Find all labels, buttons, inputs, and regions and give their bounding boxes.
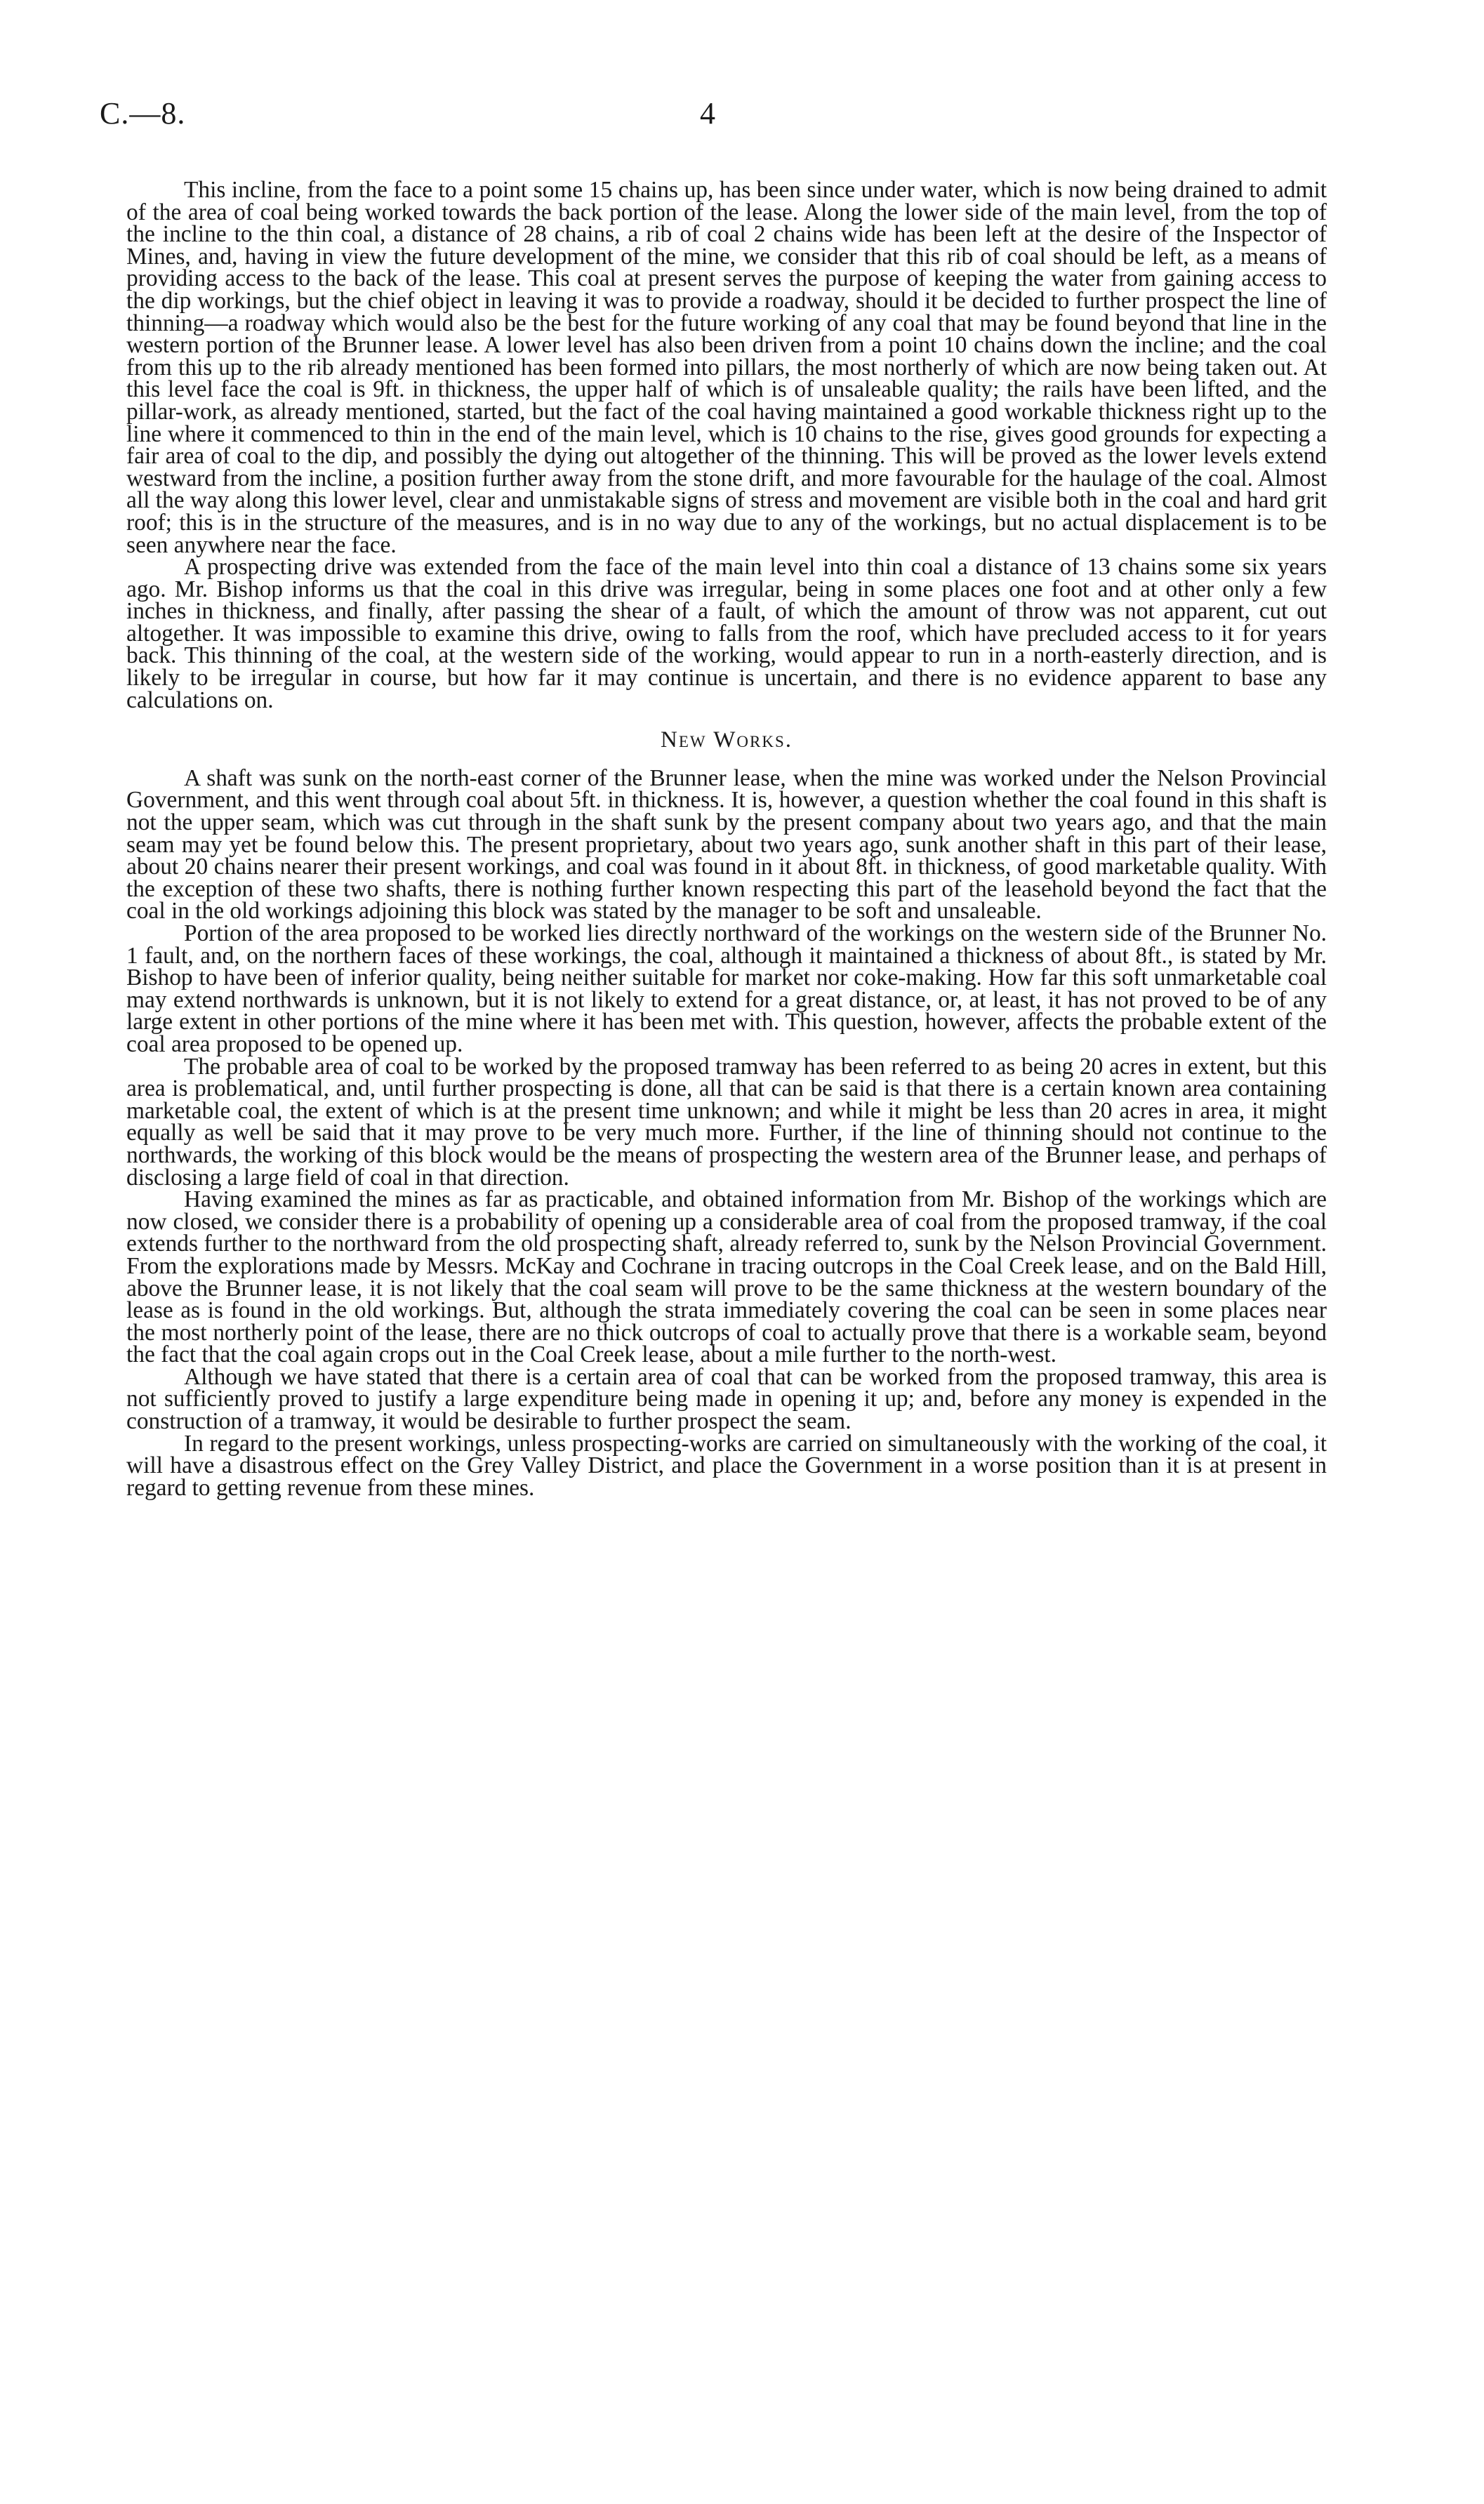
- section-heading: New Works.: [661, 727, 793, 753]
- paragraph: In regard to the present workings, unless prospecting-works are carried on simultaneously with the working of the coal, it will have a disastrous effect on the Grey Valley District, and place the Government in a worse position than it is at present in regard to getting revenue from these mines.: [126, 1430, 1327, 1501]
- document-id: C.—8.: [100, 96, 186, 131]
- paragraph: A shaft was sunk on the north-east corner of the Brunner lease, when the mine was worked under the Nelson Provincial Government, and this went through coal about 5ft. in thickness. It is, however, a question whether the coal found in this shaft is not the upper seam, which was cut through in the shaft sunk by the present company about two years ago, and that the main seam may yet be found below this. The present proprietary, about two years ago, sunk another shaft in this part of their lease, about 20 chains nearer their present workings, and coal was found in it about 8ft. in thickness, of good marketable quality. With the exception of these two shafts, there is nothing further known respecting this part of the leasehold beyond the fact that the coal in the old workings adjoining this block was stated by the manager to be soft and unsaleable.: [126, 764, 1327, 925]
- paragraph: Having examined the mines as far as practicable, and obtained information from Mr. Bishop of the workings which are now closed, we consider there is a probability of opening up a considerable area of coal from the proposed tramway, if the coal extends further to the northward from the old prospecting shaft, already referred to, sunk by the Nelson Provincial Government. From the explorations made by Messrs. McKay and Cochrane in tracing outcrops in the Coal Creek lease, and on the Bald Hill, above the Brunner lease, it is not likely that the coal seam will prove to be the same thickness at the western boundary of the lease as is found in the old workings. But, although the strata immediately covering the coal can be seen in some places near the most northerly point of the lease, there are no thick outcrops of coal to actually prove that there is a workable seam, beyond the fact that the coal again crops out in the Coal Creek lease, about a mile further to the north-west.: [126, 1186, 1327, 1368]
- paragraph: The probable area of coal to be worked by the proposed tramway has been referred to as being 20 acres in extent, but this area is problematical, and, until further prospecting is done, all that can be said is that there is a certain known area containing marketable coal, the extent of which is at the present time unknown; and while it might be less than 20 acres in area, it might equally as well be said that it may prove to be very much more. Further, if the line of thinning should not continue to the northwards, the working of this block would be the means of prospecting the western area of the Brunner lease, and perhaps of disclosing a large field of coal in that direction.: [126, 1053, 1327, 1191]
- page-number: 4: [700, 96, 715, 131]
- page-header: [100, 95, 1335, 152]
- paragraph: Although we have stated that there is a certain area of coal that can be worked from the proposed tramway, this area is not sufficiently proved to justify a large expenditure being made in opening it up; and, before any money is expended in the construction of a tramway, it would be desirable to further prospect the seam.: [126, 1363, 1327, 1435]
- paragraph: Portion of the area proposed to be worked lies directly northward of the workings on the western side of the Brunner No. 1 fault, and, on the northern faces of these workings, the coal, although it maintained a thickness of about 8ft., is stated by Mr. Bishop to have been of inferior quality, being neither suitable for market nor coke-making. How far this soft unmarketable coal may extend northwards is unknown, but it is not likely to extend for a great distance, or, at least, it has not proved to be of any large extent in other portions of the mine where it has been met with. This question, however, affects the probable extent of the coal area proposed to be opened up.: [126, 920, 1327, 1057]
- paragraph: A prospecting drive was extended from the face of the main level into thin coal a distance of 13 chains some six years ago. Mr. Bishop informs us that the coal in this drive was irregular, being in some places one foot and at other only a few inches in thickness, and finally, after passing the shear of a fault, of which the amount of throw was not apparent, cut out altogether. It was impossible to examine this drive, owing to falls from the roof, which have precluded access to it for years back. This thinning of the coal, at the western side of the working, would appear to run in a north-easterly direction, and is likely to be irregular in course, but how far it may continue is uncertain, and there is no evidence apparent to base any calculations on.: [126, 554, 1327, 713]
- paragraph: This incline, from the face to a point some 15 chains up, has been since under water, which is now being drained to admit of the area of coal being worked towards the back portion of the lease. Along the lower side of the main level, from the top of the incline to the thin coal, a distance of 28 chains, a rib of coal 2 chains wide has been left at the desire of the Inspector of Mines, and, having in view the future development of the mine, we consider that this rib of coal should be left, as a means of providing access to the back of the lease. This coal at present serves the purpose of keeping the water from gaining access to the dip workings, but the chief object in leaving it was to provide a roadway, should it be decided to further prospect the line of thinning—a roadway which would also be the best for the future working of any coal that may be found beyond that line in the western portion of the Brunner lease. A lower level has also been driven from a point 10 chains down the incline; and the coal from this up to the rib already mentioned has been formed into pillars, the most northerly of which are now being taken out. At this level face the coal is 9ft. in thickness, the upper half of which is of unsaleable quality; the rails have been lifted, and the pillar-work, as already mentioned, started, but the fact of the coal having maintained a good workable thickness right up to the line where it commenced to thin in the end of the main level, which is 10 chains to the rise, gives good grounds for expecting a fair area of coal to the dip, and possibly the dying out altogether of the thinning. This will be proved as the lower levels extend westward from the incline, a position further away from the stone drift, and more favourable for the haulage of the coal. Almost all the way along this lower level, clear and unmistakable signs of stress and movement are visible both in the coal and hard grit roof; this is in the structure of the measures, and is in no way due to any of the workings, but no actual displacement is to be seen anywhere near the face.: [126, 177, 1327, 558]
- body-text: [126, 179, 1327, 1499]
